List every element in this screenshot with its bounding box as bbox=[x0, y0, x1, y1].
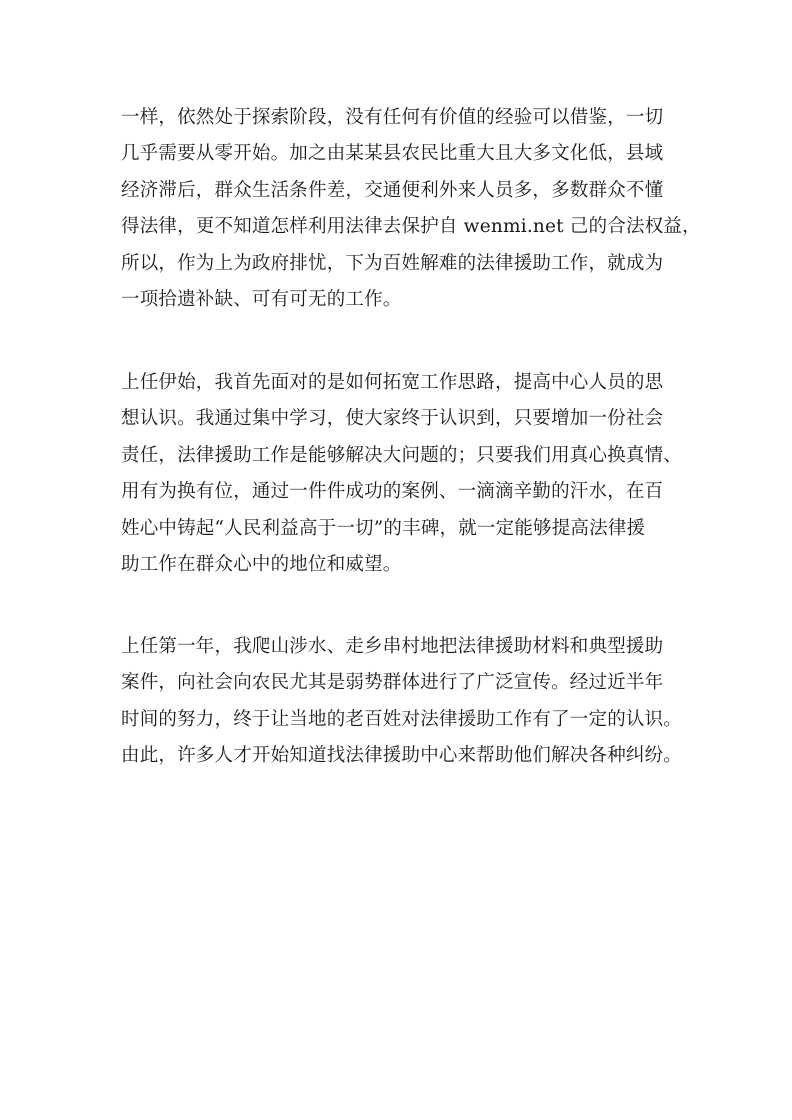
text-line: 想认识。我通过集中学习，使大家终于认识到，只要增加一份社会 bbox=[121, 408, 664, 430]
text-line: 责任，法律援助工作是能够解决大问题的；只要我们用真心换真情、 bbox=[121, 444, 683, 466]
text-line: 由此，许多人才开始知道找法律援助中心来帮助他们解决各种纠纷。 bbox=[121, 745, 683, 767]
text-line: 用有为换有位，通过一件件成功的案例、一滴滴辛勤的汗水，在百 bbox=[121, 481, 664, 503]
paragraph bbox=[121, 629, 681, 775]
text-line: 时间的努力，终于让当地的老百姓对法律援助工作有了一定的认识。 bbox=[121, 708, 683, 730]
text-line: 助工作在群众心中的地位和威望。 bbox=[121, 553, 402, 575]
text-line: 几乎需要从零开始。加之由某某县农民比重大且大多文化低，县域 bbox=[121, 143, 664, 165]
text-line: 案件，向社会向农民尤其是弱势群体进行了广泛宣传。经过近半年 bbox=[121, 672, 664, 694]
text-line: 一项拾遗补缺、可有可无的工作。 bbox=[121, 288, 402, 310]
paragraph bbox=[121, 100, 701, 318]
text-line: 上任伊始，我首先面对的是如何拓宽工作思路，提高中心人员的思 bbox=[121, 372, 664, 393]
text-line: 姓心中铸起“人民利益高于一切”的丰碑，就一定能够提高法律援 bbox=[121, 517, 646, 539]
text-line: 经济滞后，群众生活条件差，交通便利外来人员多，多数群众不懂 bbox=[121, 179, 664, 201]
text-line: 一样，依然处于探索阶段，没有任何有价值的经验可以借鉴，一切 bbox=[121, 107, 664, 128]
paragraph bbox=[121, 365, 681, 583]
text-line: 上任第一年，我爬山涉水、走乡串村地把法律援助材料和典型援助 bbox=[121, 636, 664, 657]
text-line: 所以，作为上为政府排忧，下为百姓解难的法律援助工作，就成为 bbox=[121, 252, 664, 274]
text-line: 得法律，更不知道怎样利用法律去保护自 wenmi.net 己的合法权益， bbox=[121, 216, 701, 238]
